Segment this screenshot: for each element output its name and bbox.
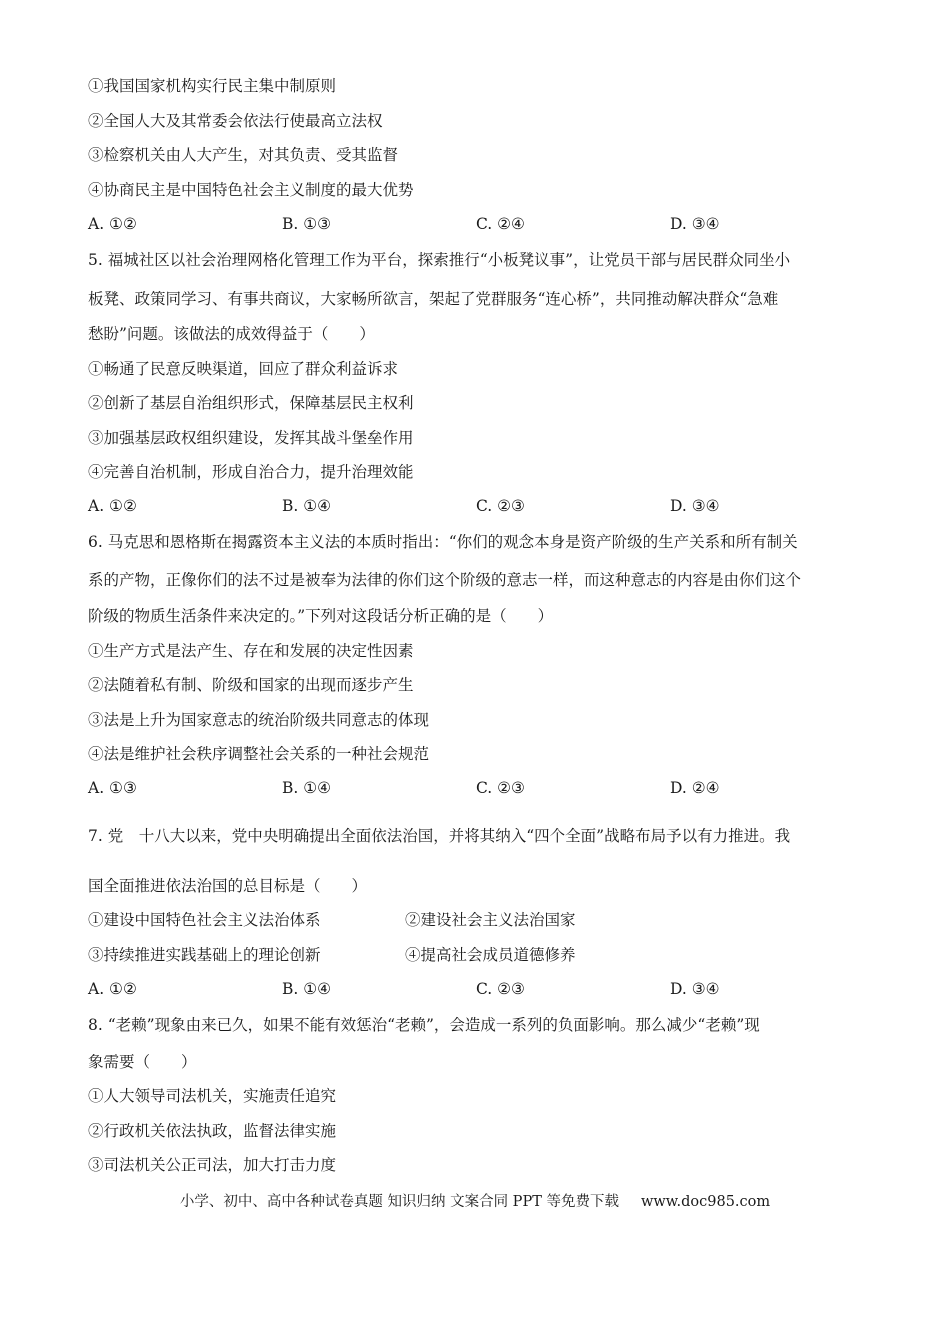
q5-option-b: B. ①④ (282, 497, 332, 515)
q6-statement-2: ②法随着私有制、阶级和国家的出现而逐步产生 (88, 676, 414, 694)
q6-option-b: B. ①④ (282, 779, 332, 797)
footer-url[interactable]: www.doc985.com (640, 1194, 771, 1210)
q8-stem-line-2: 象需要（ ） (88, 1053, 197, 1071)
q4-option-a: A. ①② (88, 215, 137, 233)
q5-stem-line-1: 5. 福城社区以社会治理网格化管理工作为平台，探索推行“小板凳议事”，让党员干部与居民群众同坐小 (88, 251, 791, 269)
q6-stem-line-1: 6. 马克思和恩格斯在揭露资本主义法的本质时指出：“你们的观念本身是资产阶级的生产关系和所有制关 (88, 533, 798, 551)
q5-option-a: A. ①② (88, 497, 137, 515)
q7-statement-2: ②建设社会主义法治国家 (405, 911, 576, 929)
q7-option-c: C. ②③ (476, 980, 525, 998)
q5-stem-line-3: 愁盼”问题。该做法的成效得益于（ ） (88, 325, 375, 343)
q4-statement-3: ③检察机关由人大产生，对其负责、受其监督 (88, 146, 399, 164)
q6-statement-4: ④法是维护社会秩序调整社会关系的一种社会规范 (88, 745, 430, 763)
q7-option-b: B. ①④ (282, 980, 332, 998)
q6-statement-1: ①生产方式是法产生、存在和发展的决定性因素 (88, 642, 414, 660)
q6-option-d: D. ②④ (670, 779, 720, 797)
q7-statement-3: ③持续推进实践基础上的理论创新 (88, 946, 321, 964)
q7-statement-1: ①建设中国特色社会主义法治体系 (88, 911, 321, 929)
q6-stem-line-2: 系的产物，正像你们的法不过是被奉为法律的你们这个阶级的意志一样，而这种意志的内容是由你们这个 (88, 571, 802, 589)
q5-stem-line-2: 板凳、政策同学习、有事共商议，大家畅所欲言，架起了党群服务“连心桥”，共同推动解决群众“急难 (88, 290, 779, 308)
q4-option-b: B. ①③ (282, 215, 332, 233)
q6-statement-3: ③法是上升为国家意志的统治阶级共同意志的体现 (88, 711, 430, 729)
q8-stem-line-1: 8. “老赖”现象由来已久，如果不能有效惩治“老赖”，会造成一系列的负面影响。那么减少“老赖”现 (88, 1016, 760, 1034)
footer-text: 小学、初中、高中各种试卷真题 知识归纳 文案合同 PPT 等免费下载 (179, 1194, 619, 1210)
q6-stem-line-3: 阶级的物质生活条件来决定的。”下列对这段话分析正确的是（ ） (88, 607, 554, 625)
q8-statement-3: ③司法机关公正司法，加大打击力度 (88, 1156, 337, 1174)
q5-option-c: C. ②③ (476, 497, 525, 515)
q6-option-a: A. ①③ (88, 779, 137, 797)
q7-option-d: D. ③④ (670, 980, 720, 998)
q4-statement-1: ①我国国家机构实行民主集中制原则 (88, 77, 337, 95)
q7-stem-line-2: 国全面推进依法治国的总目标是（ ） (88, 877, 368, 895)
q4-statement-4: ④协商民主是中国特色社会主义制度的最大优势 (88, 181, 414, 199)
page-footer (0, 1190, 950, 1211)
q7-option-a: A. ①② (88, 980, 137, 998)
q5-statement-4: ④完善自治机制，形成自治合力，提升治理效能 (88, 463, 414, 481)
q5-option-d: D. ③④ (670, 497, 720, 515)
q7-stem-line-1: 7. 党 十八大以来，党中央明确提出全面依法治国，并将其纳入“四个全面”战略布局予以有力推进。我 (88, 827, 791, 845)
q4-statement-2: ②全国人大及其常委会依法行使最高立法权 (88, 112, 383, 130)
q5-statement-2: ②创新了基层自治组织形式，保障基层民主权利 (88, 394, 414, 412)
q8-statement-1: ①人大领导司法机关，实施责任追究 (88, 1087, 337, 1105)
q6-option-c: C. ②③ (476, 779, 525, 797)
q4-option-c: C. ②④ (476, 215, 525, 233)
q5-statement-1: ①畅通了民意反映渠道，回应了群众利益诉求 (88, 360, 399, 378)
q7-statement-4: ④提高社会成员道德修养 (405, 946, 576, 964)
q4-option-d: D. ③④ (670, 215, 720, 233)
q8-statement-2: ②行政机关依法执政，监督法律实施 (88, 1122, 337, 1140)
q5-statement-3: ③加强基层政权组织建设，发挥其战斗堡垒作用 (88, 429, 414, 447)
